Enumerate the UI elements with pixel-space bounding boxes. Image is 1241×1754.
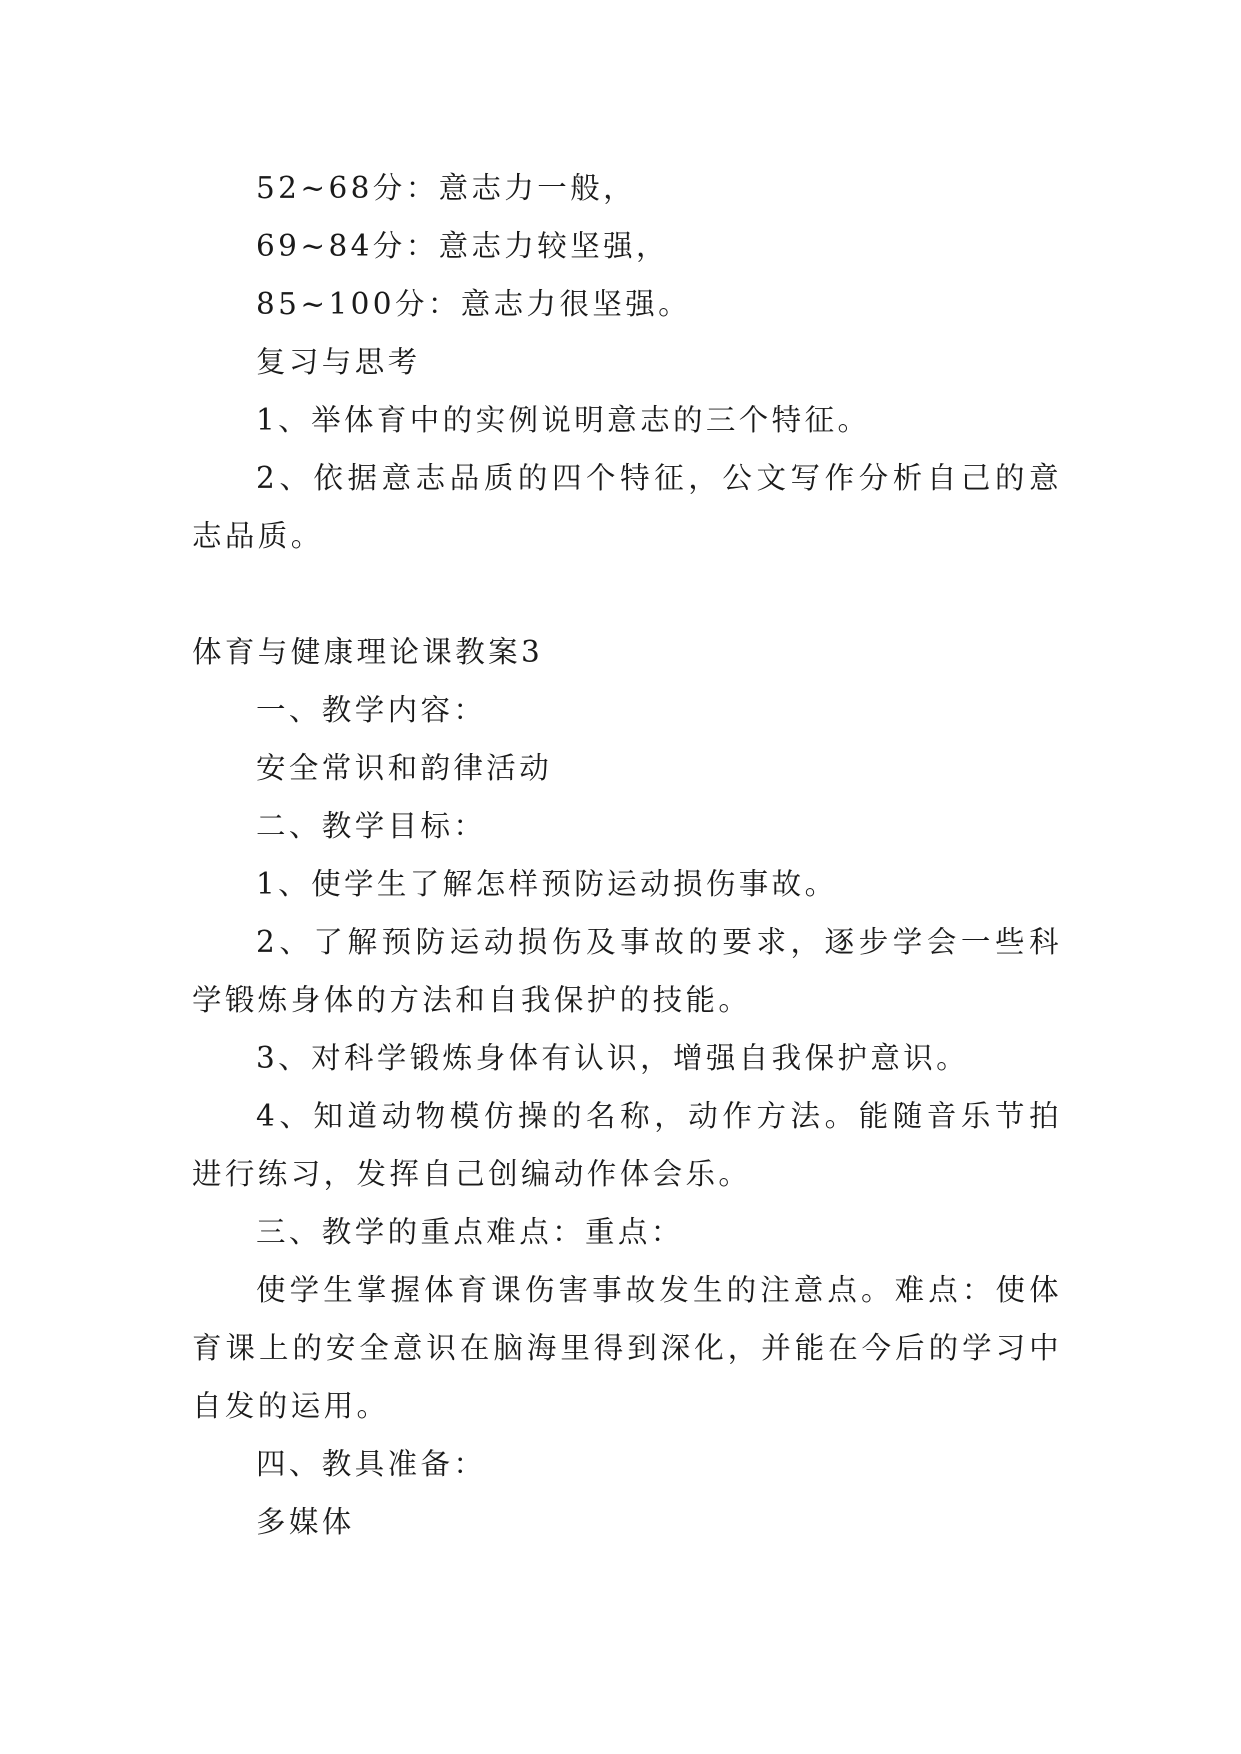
review-item-2: 2、依据意志品质的四个特征，公文写作分析自己的意志品质。 — [192, 461, 1062, 553]
score-line-2: 69~84分：意志力较坚强， — [256, 229, 669, 263]
document-body — [192, 159, 1062, 1551]
tools-text: 多媒体 — [256, 1505, 355, 1539]
score-line-1: 52~68分：意志力一般， — [256, 171, 636, 205]
goal-item-1: 1、使学生了解怎样预防运动损伤事故。 — [256, 867, 838, 901]
content-heading: 一、教学内容： — [256, 693, 487, 727]
goals-heading: 二、教学目标： — [256, 809, 487, 843]
key-text: 使学生掌握体育课伤害事故发生的注意点。难点：使体育课上的安全意识在脑海里得到深化，并能在今后的学习中自发的运用。 — [192, 1273, 1062, 1423]
tools-heading: 四、教具准备： — [256, 1447, 487, 1481]
section-gap — [192, 565, 1062, 623]
goal-item-3: 3、对科学锻炼身体有认识，增强自我保护意识。 — [256, 1041, 970, 1075]
content-text: 安全常识和韵律活动 — [256, 751, 553, 785]
goal-item-4: 4、知道动物模仿操的名称，动作方法。能随音乐节拍进行练习，发挥自己创编动作体会乐。 — [192, 1099, 1062, 1191]
key-heading: 三、教学的重点难点：重点： — [256, 1215, 684, 1249]
review-item-1: 1、举体育中的实例说明意志的三个特征。 — [256, 403, 871, 437]
score-line-3: 85~100分：意志力很坚强。 — [256, 287, 692, 321]
goal-item-2: 2、了解预防运动损伤及事故的要求，逐步学会一些科学锻炼身体的方法和自我保护的技能。 — [192, 925, 1062, 1017]
review-heading: 复习与思考 — [256, 345, 421, 379]
section-title: 体育与健康理论课教案3 — [192, 635, 544, 669]
